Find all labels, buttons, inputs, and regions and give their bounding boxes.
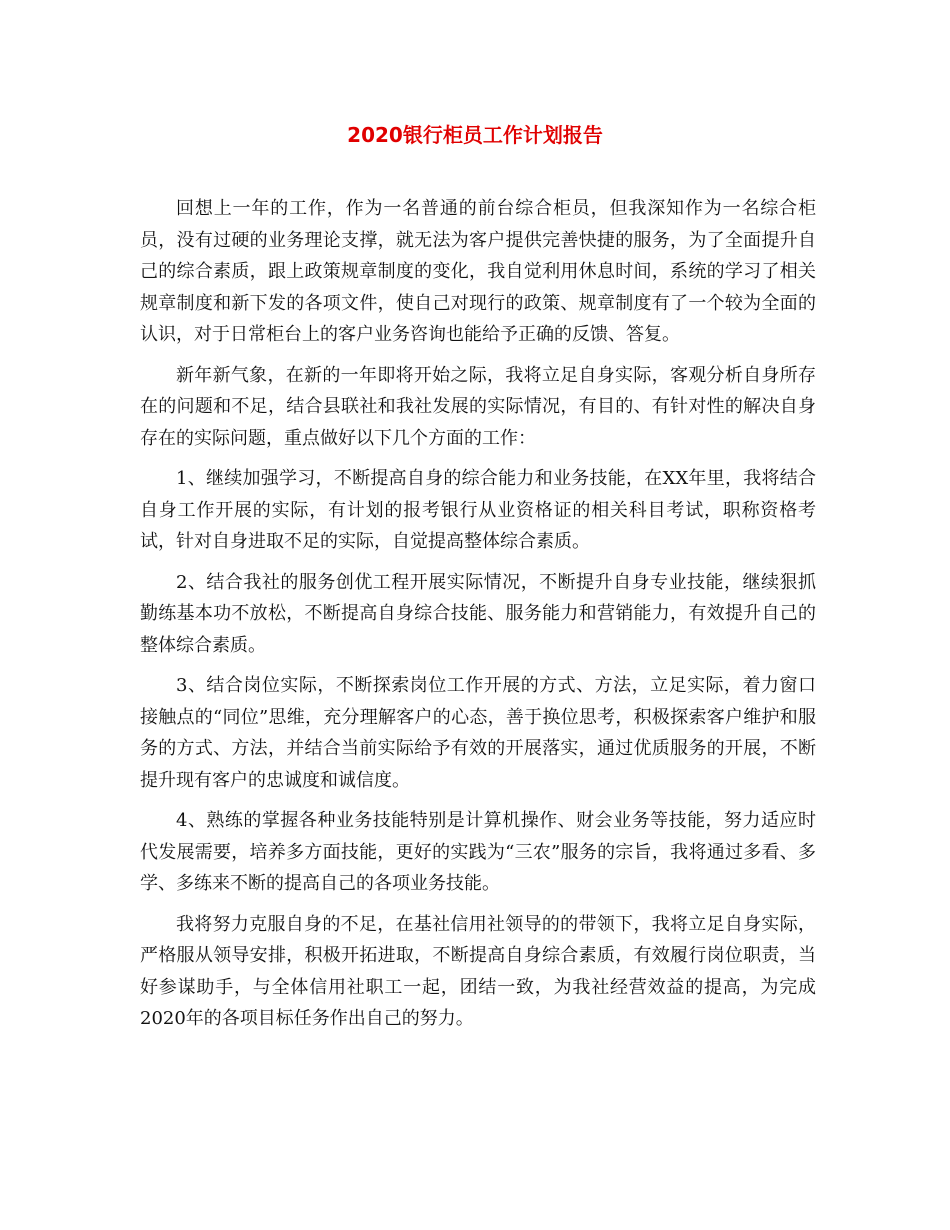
document-title: 2020银行柜员工作计划报告: [347, 123, 603, 147]
paragraph-3: 1、继续加强学习，不断提高自身的综合能力和业务技能，在XX年里，我将结合自身工作开展的实际，有计划的报考银行从业资格证的相关科目考试，职称资格考试，针对自身进取不足的实际，自觉提高整体综合素质。: [140, 468, 816, 552]
paragraph-1: 回想上一年的工作，作为一名普通的前台综合柜员，但我深知作为一名综合柜员，没有过硬的业务理论支撑，就无法为客户提供完善快捷的服务，为了全面提升自己的综合素质，跟上政策规章制度的变化，我自觉利用休息时间，系统的学习了相关规章制度和新下发的各项文件，使自己对现行的政策、规章制度有了一个较为全面的认识，对于日常柜台上的客户业务咨询也能给予正确的反馈、答复。: [140, 198, 816, 345]
document-body: [140, 193, 816, 1044]
paragraph-6: 4、熟练的掌握各种业务技能特别是计算机操作、财会业务等技能，努力适应时代发展需要，培养多方面技能，更好的实践为“三农”服务的宗旨，我将通过多看、多学、多练来不断的提高自己的各项业务技能。: [140, 810, 816, 894]
paragraph-7: 我将努力克服自身的不足，在基社信用社领导的的带领下，我将立足自身实际，严格服从领导安排，积极开拓进取，不断提高自身综合素质，有效履行岗位职责，当好参谋助手，与全体信用社职工一起，团结一致，为我社经营效益的提高，为完成2020年的各项目标任务作出自己的努力。: [140, 913, 816, 1029]
paragraph-2: 新年新气象，在新的一年即将开始之际，我将立足自身实际，客观分析自身所存在的问题和不足，结合县联社和我社发展的实际情况，有目的、有针对性的解决自身存在的实际问题，重点做好以下几个方面的工作：: [140, 364, 816, 449]
paragraph-5: 3、结合岗位实际，不断探索岗位工作开展的方式、方法，立足实际，着力窗口接触点的“同位”思维，充分理解客户的心态，善于换位思考，积极探索客户维护和服务的方式、方法，并结合当前实际给予有效的开展落实，通过优质服务的开展，不断提升现有客户的忠诚度和诚信度。: [140, 675, 816, 791]
paragraph-4: 2、结合我社的服务创优工程开展实际情况，不断提升自身专业技能，继续狠抓勤练基本功不放松，不断提高自身综合技能、服务能力和营销能力，有效提升自己的整体综合素质。: [140, 571, 816, 656]
